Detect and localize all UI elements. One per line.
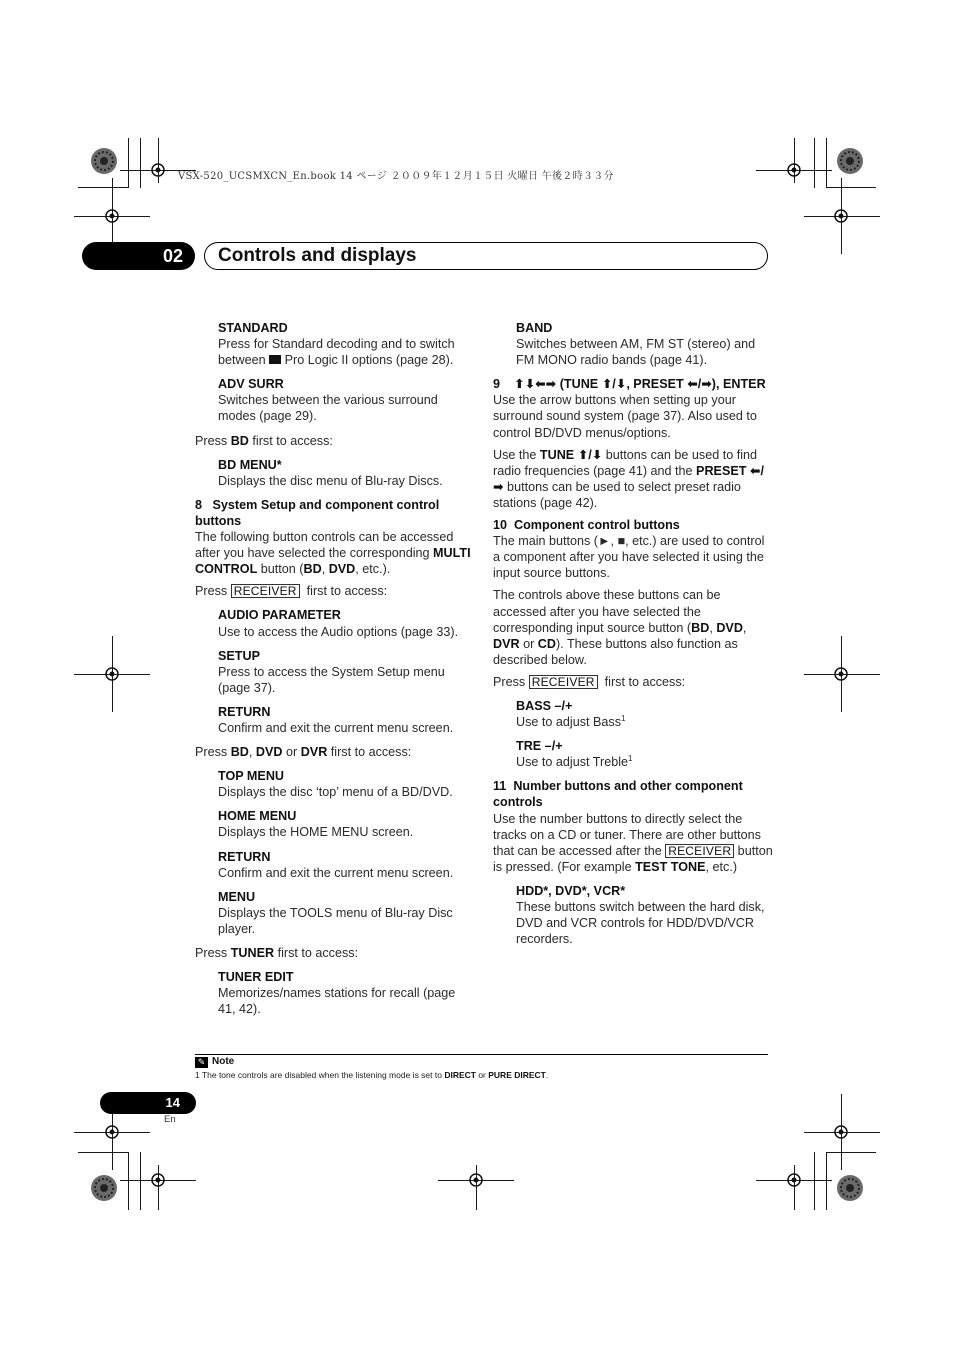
entry-desc: Use to access the Audio options (page 33). [218,624,459,639]
entry-desc: Memorizes/names stations for recall (page 41, 42). [218,986,456,1017]
band-entry [516,320,773,368]
entry-title: SETUP [218,648,260,663]
entry-desc: Use to adjust Treble$^1$ [516,754,633,770]
entry-desc: Switches between AM, FM ST (stereo) and FM MONO radio bands (page 41). [516,337,756,368]
note-divider [195,1054,768,1055]
registration-mark-icon [830,663,852,685]
press-bd-dvd-dvr-line: Press BD, DVD or DVR first to access: [195,745,412,760]
adv-surr-entry [218,376,475,424]
footnote: 1 The tone controls are disabled when the listening mode is set to DIRECT or PURE DIRECT. [195,1070,549,1080]
entry-title: BASS –/+ [516,698,573,713]
return-entry [218,704,475,736]
entry-desc: These buttons switch between the hard disk, DVD and VCR controls for HDD/DVD/VCR recorders. [516,900,765,947]
entry-desc: Switches between the various surround modes (page 29). [218,393,438,424]
page-number: 14 [100,1092,196,1114]
registration-mark-icon [830,205,852,227]
section-10-para-1: The main buttons (►, ■, etc.) are used to control a component after you have selected it using the input source buttons. [493,534,765,581]
entry-desc: Press for Standard decoding and to switch between DD Pro Logic II options (page 28). [218,337,455,368]
section-11-heading: 11 Number buttons and other component controls [493,779,743,810]
registration-mark-icon [101,663,123,685]
press-receiver-line: Press RECEIVER first to access: [195,584,388,599]
setup-entry [218,648,475,696]
entry-title: BAND [516,321,553,335]
chapter-number: 02 [82,242,195,270]
registration-mark-icon [783,1169,805,1191]
left-column [195,320,475,1025]
color-target-icon [90,147,118,175]
bass-entry [516,698,773,730]
standard-entry [218,320,475,368]
menu-entry [218,889,475,937]
section-10-heading: 10 Component control buttons [493,518,680,533]
receiver-button-label: RECEIVER [529,675,598,689]
section-8-heading: 8 System Setup and component control buttons [195,497,440,528]
chapter-title: Controls and displays [204,242,768,270]
entry-title: HOME MENU [218,809,297,824]
return-entry [218,849,475,881]
note-icon: ✎ [195,1057,208,1068]
registration-mark-icon [830,1121,852,1143]
entry-desc: Displays the TOOLS menu of Blu-ray Disc player. [218,905,453,936]
page-language: En [164,1114,176,1125]
footnote-ref: 1 [628,754,633,764]
entry-title: MENU [218,889,256,904]
section-8-body: The following button controls can be accessed after you have selected the corresponding MULTI CONTROL button (BD, DVD, etc.). [195,530,471,577]
entry-desc: Confirm and exit the current menu screen. [218,720,454,735]
note-label: Note [212,1056,235,1067]
entry-title: BD MENU* [218,457,282,472]
dolby-logo-icon: DD [269,355,281,364]
receiver-button-label: RECEIVER [231,584,300,598]
color-target-icon [90,1174,118,1202]
registration-mark-icon [465,1169,487,1191]
section-9-heading: 9 ⬆⬇⬅➡ (TUNE ⬆/⬇, PRESET ⬅/➡), ENTER [493,377,766,392]
home-menu-entry [218,808,475,840]
press-receiver-line: Press RECEIVER first to access: [493,674,686,689]
file-header: VSX-520_UCSMXCN_En.book 14 ページ ２００９年１２月１５日 火曜日 午後２時３３分 [178,171,614,182]
registration-mark-icon [783,159,805,181]
entry-desc: Confirm and exit the current menu screen. [218,865,454,880]
audio-parameter-entry [218,607,475,639]
entry-desc: Press to access the System Setup menu (page 37). [218,664,445,695]
registration-mark-icon [147,159,169,181]
receiver-button-label: RECEIVER [665,844,734,858]
section-10-para-2: The controls above these buttons can be accessed after you have selected the corresponding input source button (BD, DVD, DVR or CD). These buttons also function as described below. [493,588,747,667]
entry-desc: Displays the disc menu of Blu-ray Discs. [218,473,443,488]
registration-mark-icon [147,1169,169,1191]
entry-title: ADV SURR [218,377,284,392]
bd-menu-entry [218,457,475,489]
entry-title: RETURN [218,849,271,864]
entry-title: STANDARD [218,321,288,335]
section-9-para-2: Use the TUNE ⬆/⬇ buttons can be used to find radio frequencies (page 41) and the PRESET ⬅/➡ buttons can be used to select preset radio stations (page 42). [493,447,764,510]
press-tuner-line: Press TUNER first to access: [195,946,359,960]
tre-entry [516,738,773,770]
entry-title: TOP MENU [218,769,285,784]
entry-title: TRE –/+ [516,739,563,754]
section-11-para: Use the number buttons to directly select the tracks on a CD or tuner. There are other buttons that can be accessed after the RECEIVER button is pressed. (For example TEST TONE, etc.) [493,811,773,874]
registration-mark-icon [101,1121,123,1143]
press-bd-line: Press BD first to access: [195,433,333,448]
section-9-para-1: Use the arrow buttons when setting up your surround sound system (page 37). Also used to control BD/DVD menus/options. [493,393,757,440]
tuner-edit-entry [218,969,475,1017]
entry-desc: Displays the disc ‘top’ menu of a BD/DVD. [218,785,453,800]
entry-desc: Displays the HOME MENU screen. [218,825,414,840]
footnote-ref: 1 [621,713,626,723]
entry-title: AUDIO PARAMETER [218,608,341,623]
entry-title: TUNER EDIT [218,970,294,985]
hdd-dvd-vcr-entry [516,883,773,947]
top-menu-entry [218,768,475,800]
color-target-icon [836,1174,864,1202]
entry-title: RETURN [218,704,271,719]
right-column [493,320,773,955]
entry-title: HDD*, DVD*, VCR* [516,883,626,898]
registration-mark-icon [101,205,123,227]
entry-desc: Use to adjust Bass$^1$ [516,713,626,730]
color-target-icon [836,147,864,175]
arrow-buttons-icon: ⬆⬇⬅➡ [514,377,557,392]
